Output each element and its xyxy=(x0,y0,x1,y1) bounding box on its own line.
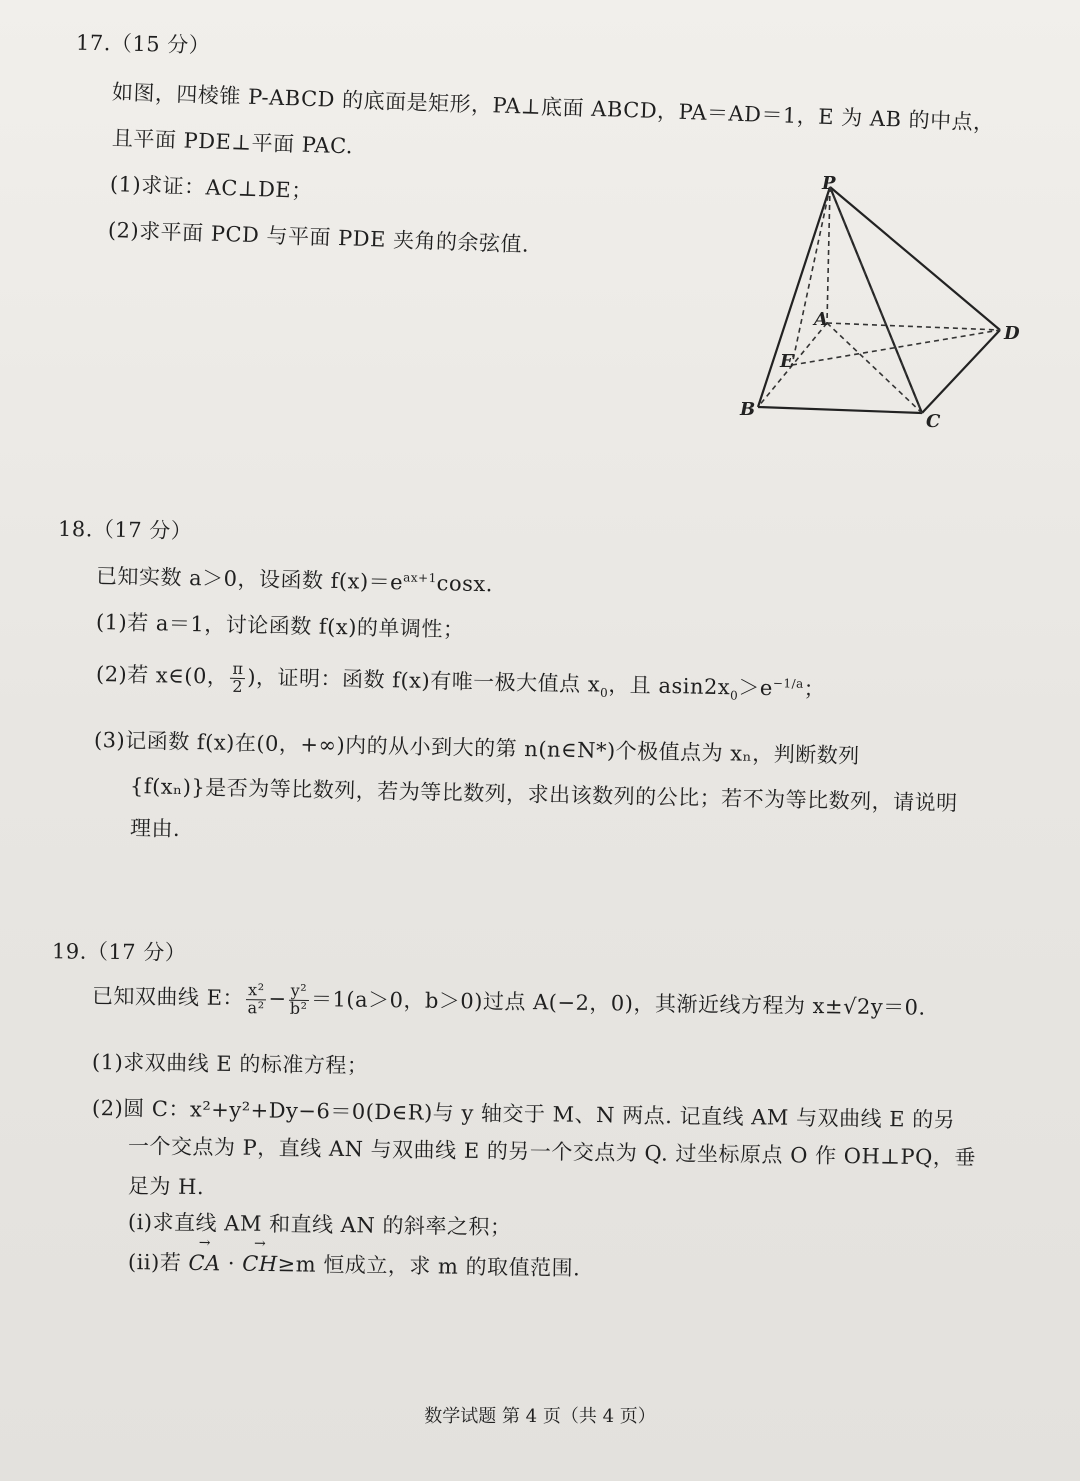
q18-header: 18.（17 分） xyxy=(57,516,193,544)
label-b: B xyxy=(740,399,756,420)
pyramid-figure xyxy=(730,175,1030,435)
label-e: E xyxy=(780,351,794,372)
q18-sub3-line2: {f(xₙ)}是否为等比数列，若为等比数列，求出该数列的公比；若不为等比数列，请说明 xyxy=(129,774,958,816)
label-d: D xyxy=(1004,323,1020,344)
pi-over-2: $\frac{\pi}{2}$ xyxy=(232,659,244,697)
q19-sub2-i: (i)求直线 AM 和直线 AN 的斜率之积； xyxy=(127,1210,512,1240)
q19-sub2-line2: 一个交点为 P，直线 AN 与双曲线 E 的另一个交点为 Q. 过坐标原点 O 作 OH⊥PQ，垂 xyxy=(127,1134,977,1170)
q19-header: 19.（17 分） xyxy=(51,939,187,965)
q17-sub2: (2)求平面 PCD 与平面 PDE 夹角的余弦值. xyxy=(107,218,530,257)
x2-over-a2: $\frac{\text{x²}}{\text{a²}}$ xyxy=(247,980,265,1018)
page-footer: 数学试题 第 4 页（共 4 页） xyxy=(424,1406,656,1427)
label-c: C xyxy=(926,411,941,432)
q18-sub1: (1)若 a＝1，讨论函数 f(x)的单调性； xyxy=(95,610,465,642)
q19-sub1: (1)求双曲线 E 的标准方程； xyxy=(91,1050,369,1078)
label-a: A xyxy=(814,309,828,330)
q17-line2: 且平面 PDE⊥平面 PAC. xyxy=(111,126,354,159)
y2-over-b2: $\frac{\text{y²}}{\text{b²}}$ xyxy=(289,980,308,1019)
vector-ca: → CA xyxy=(188,1251,221,1275)
q18-intro: 已知实数 a＞0，设函数 $f(x)=e^{ax+1}\cos x$. xyxy=(95,564,494,597)
q18-sub3-line1: (3)记函数 f(x)在(0，+∞)内的从小到大的第 n(n∈N*)个极值点为 xₙ，判断数列 xyxy=(93,728,860,769)
q19-sub2-line3: 足为 H. xyxy=(127,1174,205,1200)
label-p: P xyxy=(822,175,836,194)
q17-line1: 如图，四棱锥 P-ABCD 的底面是矩形，PA⊥底面 ABCD，PA＝AD＝1，E 为 AB 的中点， xyxy=(111,80,996,135)
q18-sub2: (2)若 x∈(0， $\frac{\pi}{2}$ )，证明：函数 f(x)有唯一极大值点 $x_0$，且 $asin2x_0>e^{-1/a}$； xyxy=(95,659,826,703)
q17-header: 17.（15 分） xyxy=(75,30,211,58)
q18-sub3-line3: 理由. xyxy=(129,816,181,842)
q19-sub2-ii: (ii)若 → CA · → CH≥m 恒成立，求 m 的取值范围. xyxy=(128,1246,581,1282)
q19-intro: 已知双曲线 E： $\frac{\text{x²}}{\text{a²}}$ − $\frac{\text{y²}}{\text{b²}}$ ＝1(a＞0，b＞0)过点 A(−2，0)，其渐近线方程为 x±√2y＝0. xyxy=(91,980,926,1020)
q19-sub2-line1: (2)圆 C：x²+y²+Dy−6＝0(D∈R)与 y 轴交于 M、N 两点. 记直线 AM 与双曲线 E 的另 xyxy=(91,1096,956,1133)
vector-ch: → CH xyxy=(242,1252,278,1276)
q17-sub1: (1)求证：AC⊥DE； xyxy=(109,172,314,204)
